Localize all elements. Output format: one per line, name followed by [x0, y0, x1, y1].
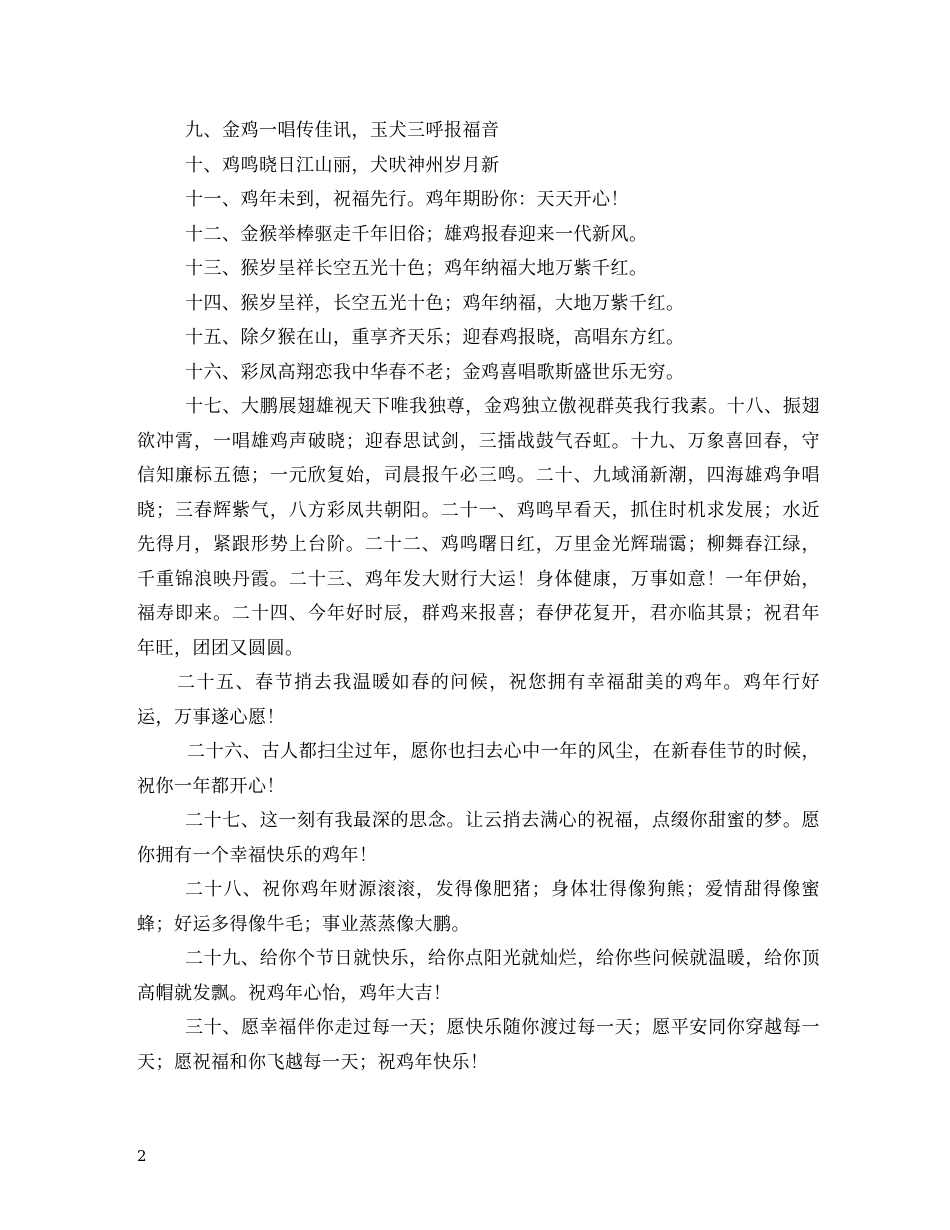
paragraph-16: 十六、彩凤高翔恋我中华春不老；金鸡喜唱歌斯盛世乐无穷。 [185, 361, 685, 383]
paragraph-11: 十一、鸡年未到，祝福先行。鸡年期盼你：天天开心！ [185, 189, 629, 210]
page-number: 2 [137, 1147, 147, 1165]
paragraph-15: 十五、除夕猴在山，重享齐天乐；迎春鸡报晓，高唱东方红。 [185, 327, 685, 348]
document-body [137, 114, 820, 1080]
paragraph-12: 十二、金猴举棒驱走千年旧俗；雄鸡报春迎来一代新风。 [185, 223, 648, 245]
paragraph-9: 九、金鸡一唱传佳讯，玉犬三呼报福音 [185, 120, 500, 141]
paragraph-28: 二十八、祝你鸡年财源滚滚，发得像肥猪；身体壮得像狗熊；爱情甜得像蜜蜂；好运多得像牛毛；事业蒸蒸像大鹏。 [137, 879, 820, 935]
paragraph-10: 十、鸡鸣晓日江山丽，犬吠神州岁月新 [185, 154, 500, 176]
paragraph-17-24: 十七、大鹏展翅雄视天下唯我独尊，金鸡独立傲视群英我行我素。十八、振翅欲冲霄，一唱雄鸡声破晓；迎春思试剑，三擂战鼓气吞虹。十九、万象喜回春，守信知廉标五德；一元欣复始，司晨报午必三鸣。二十、九域涌新潮，四海雄鸡争唱晓；三春辉紫气，八方彩凤共朝阳。二十一、鸡鸣早看天，抓住时机求发展；水近先得月，紧跟形势上台阶。二十二、鸡鸣曙日红，万里金光辉瑞霭；柳舞春江绿，千重锦浪映丹霞。二十三、鸡年发大财行大运！身体健康，万事如意！一年伊始，福寿即来。二十四、今年好时辰，群鸡来报喜；春伊花复开，君亦临其景；祝君年年旺，团团又圆圆。 [137, 396, 820, 659]
paragraph-27: 二十七、这一刻有我最深的思念。让云捎去满心的祝福，点缀你甜蜜的梦。愿你拥有一个幸福快乐的鸡年！ [137, 810, 820, 866]
paragraph-25: 二十五、春节捎去我温暖如春的问候，祝您拥有幸福甜美的鸡年。鸡年行好运，万事遂心愿！ [137, 672, 820, 728]
paragraph-29: 二十九、给你个节日就快乐，给你点阳光就灿烂，给你些问候就温暖，给你顶高帽就发飘。祝鸡年心怡，鸡年大吉！ [137, 948, 820, 1004]
paragraph-30: 三十、愿幸福伴你走过每一天；愿快乐随你渡过每一天；愿平安同你穿越每一天；愿祝福和你飞越每一天；祝鸡年快乐！ [137, 1017, 820, 1073]
paragraph-26: 二十六、古人都扫尘过年，愿你也扫去心中一年的风尘，在新春佳节的时候，祝你一年都开心！ [137, 741, 820, 797]
paragraph-14: 十四、猴岁呈祥，长空五光十色；鸡年纳福，大地万紫千红。 [185, 292, 685, 314]
paragraph-13: 十三、猴岁呈祥长空五光十色；鸡年纳福大地万紫千红。 [185, 258, 648, 279]
